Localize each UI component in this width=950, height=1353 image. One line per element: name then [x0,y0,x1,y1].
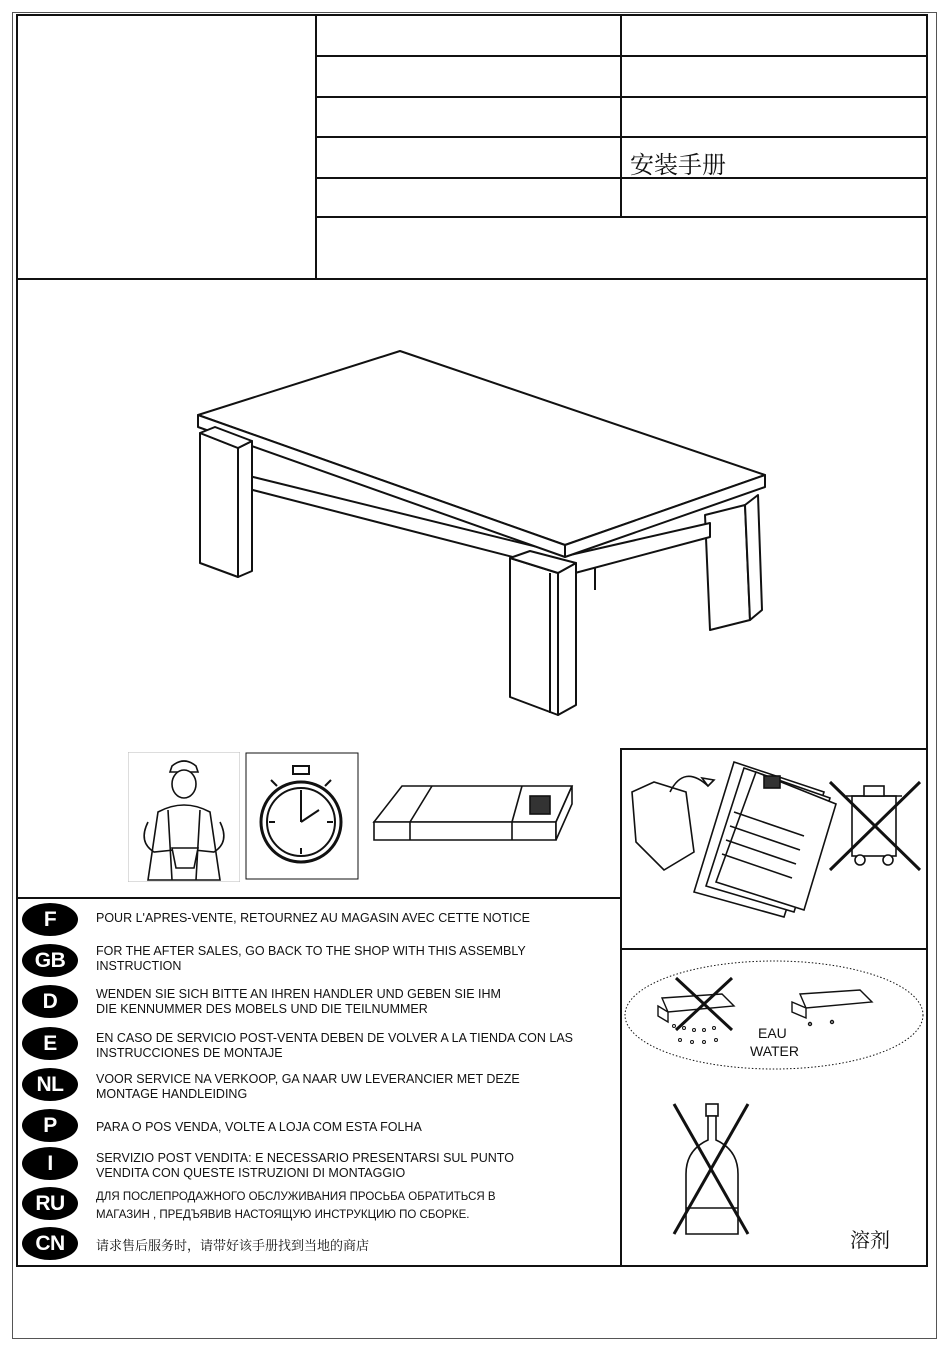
language-text-p: PARA O POS VENDA, VOLTE A LOJA COM ESTA FOLHA [96,1120,422,1134]
worker-icon [128,752,240,882]
header-row-line [315,136,928,138]
language-badge-d: D [22,985,78,1018]
no-solvent-bottle-icon [670,1100,756,1240]
header-row-line [315,216,928,218]
language-text-d: WENDEN SIE SICH BITTE AN IHREN HANDLER UND GEBEN SIE IHM DIE KENNUMMER DES MOBELS UND DIE TEILNUMMER [96,987,501,1016]
package-icon [372,782,574,846]
header-col-divider [620,14,622,218]
language-badge-gb: GB [22,944,78,977]
language-text-nl: VOOR SERVICE NA VERKOOP, GA NAAR UW LEVERANCIER MET DEZE MONTAGE HANDLEIDING [96,1072,520,1101]
language-text-e: EN CASO DE SERVICIO POST-VENTA DEBEN DE VOLVER A LA TIENDA CON LAS INSTRUCCIONES DE MONTAJE [96,1031,574,1060]
language-text-f: POUR L'APRES-VENTE, RETOURNEZ AU MAGASIN AVEC CETTE NOTICE [96,911,530,925]
language-text-cn: 请求售后服务时，请带好该手册找到当地的商店 [96,1238,370,1253]
languages-top [16,897,620,899]
solvent-label: 溶剂 [850,1228,890,1252]
language-badge-i: I [22,1147,78,1180]
coffee-table-illustration [190,345,780,725]
right-panel-top [620,748,928,750]
header-bottom-line [16,278,928,280]
manual-title: 安装手册 [630,151,726,179]
language-badge-ru: RU [22,1187,78,1220]
language-text-ru: ДЛЯ ПОСЛЕПРОДАЖНОГО ОБСЛУЖИВАНИЯ ПРОСЬБА ОБРАТИТЬСЯ В МАГАЗИН , ПРЕДЪЯВИВ НАСТОЯЩУЮ ИНСТРУКЦИЮ ПО СБОРКЕ. [96,1191,496,1221]
keep-instructions-icon [624,752,924,922]
right-panel-mid [620,948,928,950]
language-text-i: SERVIZIO POST VENDITA: E NECESSARIO PRESENTARSI SUL PUNTO VENDITA CON QUESTE ISTRUZIONI DI MONTAGGIO [96,1151,514,1180]
language-badge-nl: NL [22,1068,78,1101]
language-badge-f: F [22,903,78,936]
water-label-en: WATER [750,1043,799,1059]
header-row-line [315,55,928,57]
water-label-fr: EAU [758,1025,787,1041]
language-badge-p: P [22,1109,78,1142]
language-badge-e: E [22,1027,78,1060]
stopwatch-icon [245,752,359,880]
header-divider [315,14,317,280]
language-text-gb: FOR THE AFTER SALES, GO BACK TO THE SHOP WITH THIS ASSEMBLY INSTRUCTION [96,944,526,973]
language-badge-cn: CN [22,1227,78,1260]
header-row-line [315,96,928,98]
header-row-line [315,177,928,179]
